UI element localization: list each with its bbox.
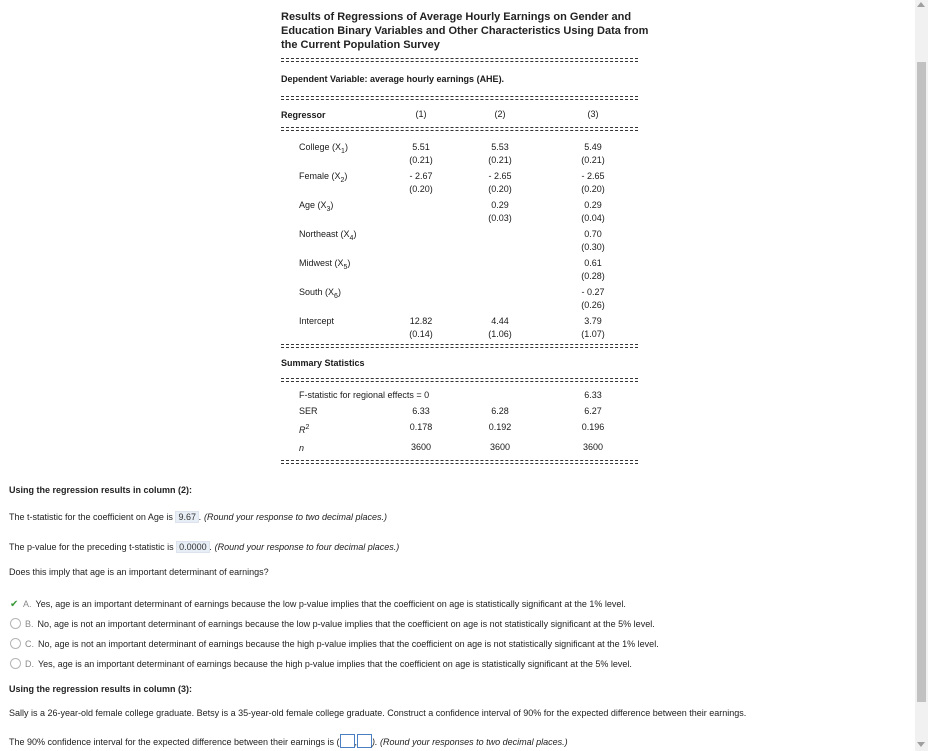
c1-coef: 5.51	[412, 142, 430, 152]
r2-label: $R^2$	[299, 424, 310, 435]
row-label: College $(X_1)$	[299, 142, 348, 155]
c3-coef: - 2.65	[581, 171, 605, 181]
radio-button-icon[interactable]	[10, 658, 21, 669]
n-label: n	[299, 443, 305, 453]
divider	[281, 378, 638, 382]
divider	[281, 127, 638, 131]
scroll-down-arrow-icon[interactable]	[917, 742, 925, 747]
option-text: Yes, age is an important determinant of earnings because the low p-value implies that the coefficient on age is statistically significant at the 1% level.	[35, 599, 626, 609]
option-letter: A.	[23, 599, 32, 609]
c3-stderr: (0.04)	[581, 213, 605, 223]
table-title: Results of Regressions of Average Hourly Earnings on Gender and Education Binary Variables and Other Characteristics Using Data from the Current Population Survey	[281, 11, 649, 51]
c1-coef: 12.82	[409, 316, 433, 326]
c2-stderr: (1.06)	[488, 329, 512, 339]
c3-stderr: (0.21)	[581, 155, 605, 165]
option-c[interactable]	[10, 637, 659, 651]
tstat-question: The t-statistic for the coefficient on Age is 9.67 . (Round your response to two decimal places.)	[9, 512, 388, 522]
pvalue-question: The p-value for the preceding t-statistic is 0.0000 . (Round your response to four decimal places.)	[9, 542, 400, 552]
row-label: South $(X_6)$	[299, 287, 341, 300]
c3-coef: 5.49	[584, 142, 602, 152]
ser-label: SER	[299, 406, 318, 416]
c3-stderr: (0.20)	[581, 184, 605, 194]
option-letter: C.	[25, 639, 34, 649]
c1-stderr: (0.20)	[409, 184, 433, 194]
ci-lower-input[interactable]	[340, 734, 355, 748]
fstat-label: F-statistic for regional effects = 0	[299, 390, 430, 400]
col3-header: (3)	[587, 109, 599, 119]
divider	[281, 96, 638, 100]
row-label: Intercept	[299, 316, 335, 326]
c3-coef: 3.79	[584, 316, 602, 326]
c1-stderr: (0.21)	[409, 155, 433, 165]
ci-upper-input[interactable]	[357, 734, 372, 748]
question-col2-heading: Using the regression results in column (2):	[9, 485, 193, 495]
r2-col2: 0.192	[488, 422, 512, 432]
tstat-answer[interactable]: 9.67	[175, 511, 199, 523]
vertical-scrollbar[interactable]	[915, 0, 928, 751]
pvalue-answer[interactable]: 0.0000	[176, 541, 210, 553]
regressor-header: Regressor	[281, 110, 326, 120]
c1-stderr: (0.14)	[409, 329, 433, 339]
c2-coef: 4.44	[491, 316, 509, 326]
summary-statistics-title: Summary Statistics	[281, 358, 365, 368]
option-text: No, age is not an important determinant of earnings because the high p-value implies that the coefficient on age is not statistically significant at the 1% level.	[38, 639, 659, 649]
scroll-up-arrow-icon[interactable]	[917, 2, 925, 7]
imply-question: Does this imply that age is an important determinant of earnings?	[9, 567, 269, 577]
n-col3: 3600	[582, 442, 604, 452]
row-label: Age $(X_3)$	[299, 200, 334, 213]
r2-col1: 0.178	[409, 422, 433, 432]
option-b[interactable]	[10, 617, 655, 631]
ci-question: The 90% confidence interval for the expected difference between their earnings is ( , ). (Round your responses to two decimal places.)	[9, 734, 568, 748]
divider	[281, 344, 638, 348]
ser-col1: 6.33	[412, 406, 430, 416]
n-col1: 3600	[410, 442, 432, 452]
c2-stderr: (0.21)	[488, 155, 512, 165]
option-a[interactable]	[10, 597, 626, 611]
ser-col2: 6.28	[491, 406, 509, 416]
n-col2: 3600	[489, 442, 511, 452]
c3-stderr: (0.30)	[581, 242, 605, 252]
c3-coef: 0.29	[584, 200, 602, 210]
c3-coef: - 0.27	[581, 287, 605, 297]
c3-coef: 0.70	[584, 229, 602, 239]
radio-button-icon[interactable]	[10, 618, 21, 629]
c2-coef: 0.29	[491, 200, 509, 210]
divider	[281, 460, 638, 464]
c2-stderr: (0.20)	[488, 184, 512, 194]
c1-coef: - 2.67	[409, 171, 433, 181]
row-label: Midwest $(X_5)$	[299, 258, 351, 271]
c3-stderr: (0.28)	[581, 271, 605, 281]
option-letter: D.	[25, 659, 34, 669]
option-letter: B.	[25, 619, 34, 629]
sally-betsy-question: Sally is a 26-year-old female college graduate. Betsy is a 35-year-old female college graduate. Construct a confidence interval of 90% for the expected difference between their earnings.	[9, 708, 747, 718]
row-label: Female $(X_2)$	[299, 171, 348, 184]
radio-button-icon[interactable]	[10, 638, 21, 649]
row-label: Northeast $(X_4)$	[299, 229, 357, 242]
c2-coef: 5.53	[491, 142, 509, 152]
question-col3-heading: Using the regression results in column (3):	[9, 684, 193, 694]
c3-coef: 0.61	[584, 258, 602, 268]
c2-coef: - 2.65	[488, 171, 512, 181]
r2-col3: 0.196	[581, 422, 605, 432]
col2-header: (2)	[494, 109, 506, 119]
dependent-variable-label: Dependent Variable: average hourly earnings (AHE).	[281, 74, 505, 84]
ser-col3: 6.27	[584, 406, 602, 416]
fstat-col3: 6.33	[584, 390, 602, 400]
checkmark-icon[interactable]: ✔	[10, 599, 19, 610]
scrollbar-thumb[interactable]	[917, 62, 926, 702]
c3-stderr: (0.26)	[581, 300, 605, 310]
option-d[interactable]	[10, 657, 632, 671]
c3-stderr: (1.07)	[581, 329, 605, 339]
c2-stderr: (0.03)	[488, 213, 512, 223]
option-text: No, age is not an important determinant of earnings because the low p-value implies that the coefficient on age is not statistically significant at the 5% level.	[37, 619, 655, 629]
divider	[281, 58, 638, 62]
col1-header: (1)	[415, 109, 427, 119]
option-text: Yes, age is an important determinant of earnings because the high p-value implies that the coefficient on age is statistically significant at the 5% level.	[38, 659, 632, 669]
